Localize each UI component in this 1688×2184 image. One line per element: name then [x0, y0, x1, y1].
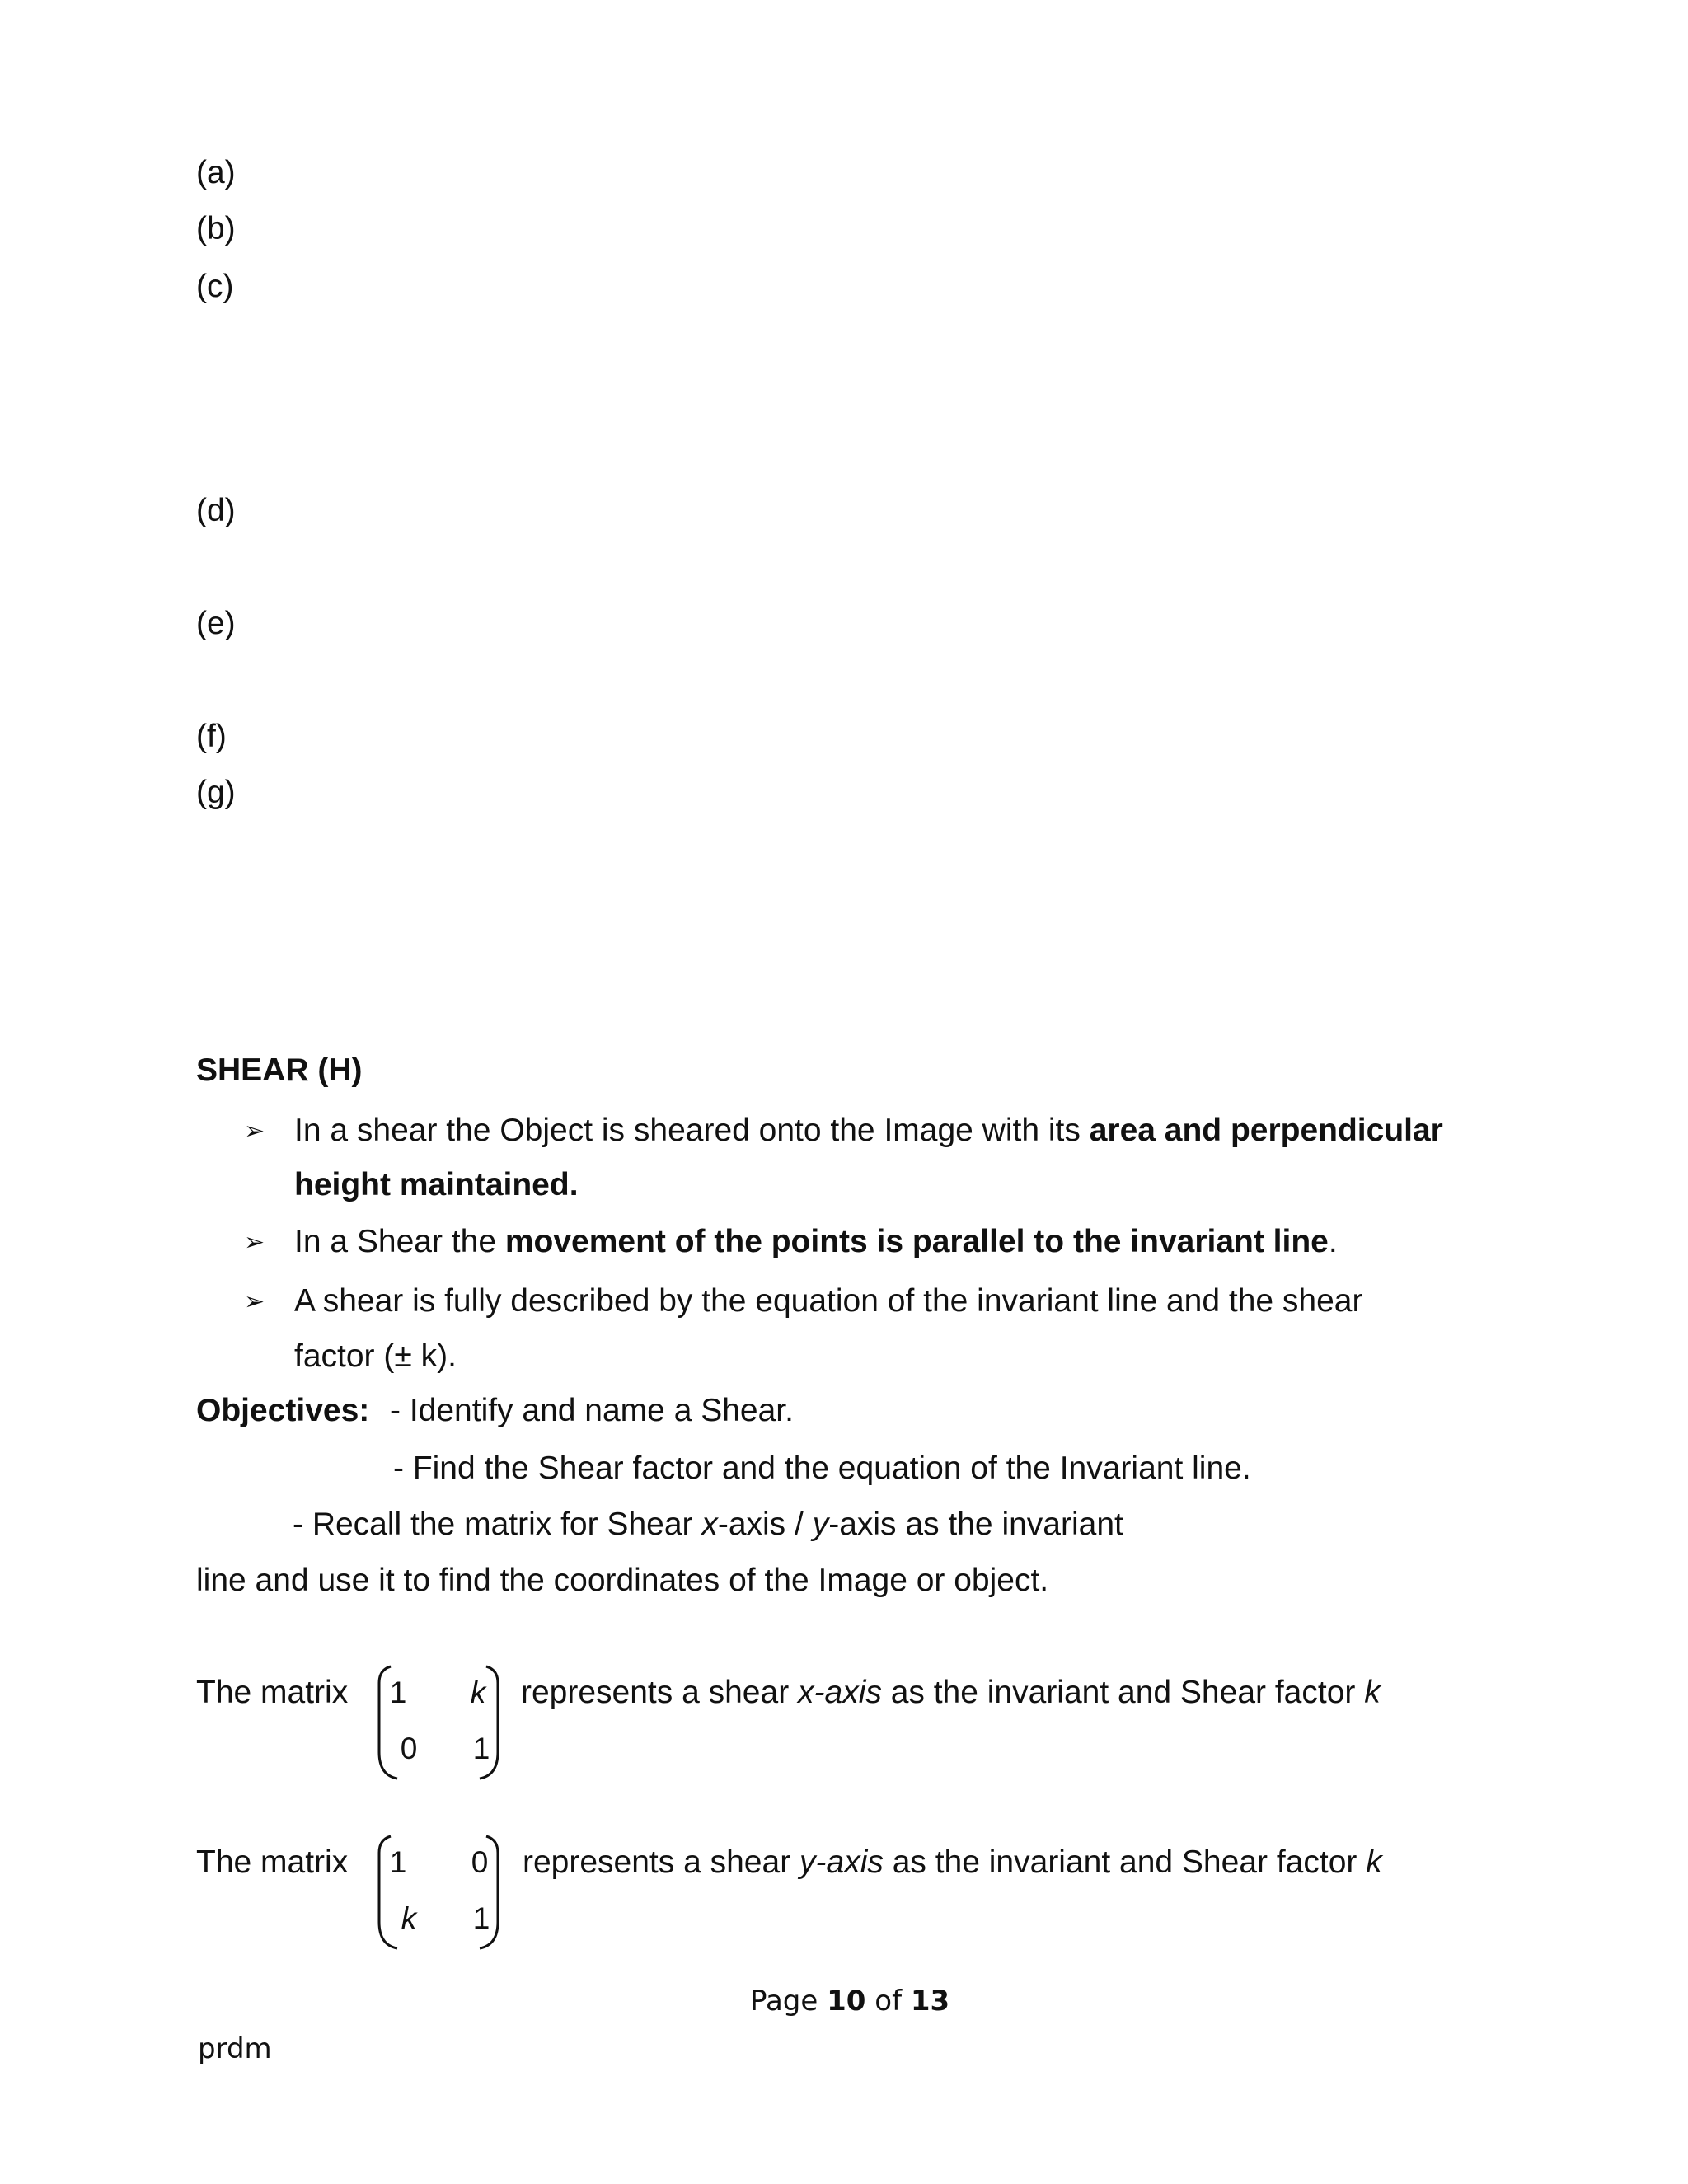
- bullet-1-line-1: In a shear the Object is sheared onto the Image with its area and perpendicular: [294, 1113, 1443, 1148]
- matrix-y-cell-21: k: [401, 1901, 417, 1935]
- objective-2: - Find the Shear factor and the equation of the Invariant line.: [393, 1451, 1251, 1486]
- objective-3: - Recall the matrix for Shear x-axis / y-axis as the invariant: [293, 1507, 1123, 1542]
- question-label-e: (e): [196, 606, 236, 641]
- matrix-x-cell-21: 0: [400, 1732, 418, 1765]
- matrix-x-cell-22: 1: [472, 1732, 490, 1765]
- section-heading: SHEAR (H): [196, 1052, 363, 1088]
- matrix-y-lead: The matrix: [196, 1844, 349, 1880]
- matrix-x-cell-12: k: [470, 1675, 486, 1709]
- footer-author: prdm: [198, 2032, 272, 2065]
- matrix-x-cell-11: 1: [389, 1675, 407, 1709]
- question-label-g: (g): [196, 775, 236, 810]
- question-label-c: (c): [196, 269, 234, 304]
- bullet-1-line-2: height maintained.: [294, 1167, 579, 1202]
- matrix-y-cell-11: 1: [389, 1845, 407, 1879]
- matrix-y-description: represents a shear y-axis as the invariant and Shear factor k: [523, 1844, 1382, 1880]
- matrix-x-axis: [373, 1655, 504, 1787]
- question-label-a: (a): [196, 155, 236, 190]
- question-label-f: (f): [196, 719, 227, 754]
- bullet-3-line-1: A shear is fully described by the equation of the invariant line and the shear: [294, 1283, 1363, 1319]
- objective-1: - Identify and name a Shear.: [390, 1393, 794, 1428]
- page-number: Page 10 of 13: [750, 1985, 950, 2018]
- bullet-2-text: In a Shear the movement of the points is parallel to the invariant line.: [294, 1224, 1338, 1259]
- matrix-y-cell-12: 0: [471, 1845, 489, 1879]
- matrix-y-cell-22: 1: [472, 1901, 490, 1935]
- objective-3-continued: line and use it to find the coordinates of the Image or object.: [196, 1563, 1049, 1598]
- bullet-arrow-icon: ➢: [244, 1229, 265, 1256]
- matrix-x-description: represents a shear x-axis as the invariant and Shear factor k: [521, 1675, 1381, 1710]
- question-label-b: (b): [196, 211, 236, 246]
- bullet-3-line-2: factor (± k).: [294, 1338, 457, 1374]
- matrix-y-axis: [373, 1825, 504, 1957]
- question-label-d: (d): [196, 493, 236, 528]
- objectives-label: Objectives:: [196, 1393, 370, 1428]
- matrix-x-lead: The matrix: [196, 1675, 349, 1710]
- bullet-arrow-icon: ➢: [244, 1118, 265, 1145]
- bullet-arrow-icon: ➢: [244, 1288, 265, 1315]
